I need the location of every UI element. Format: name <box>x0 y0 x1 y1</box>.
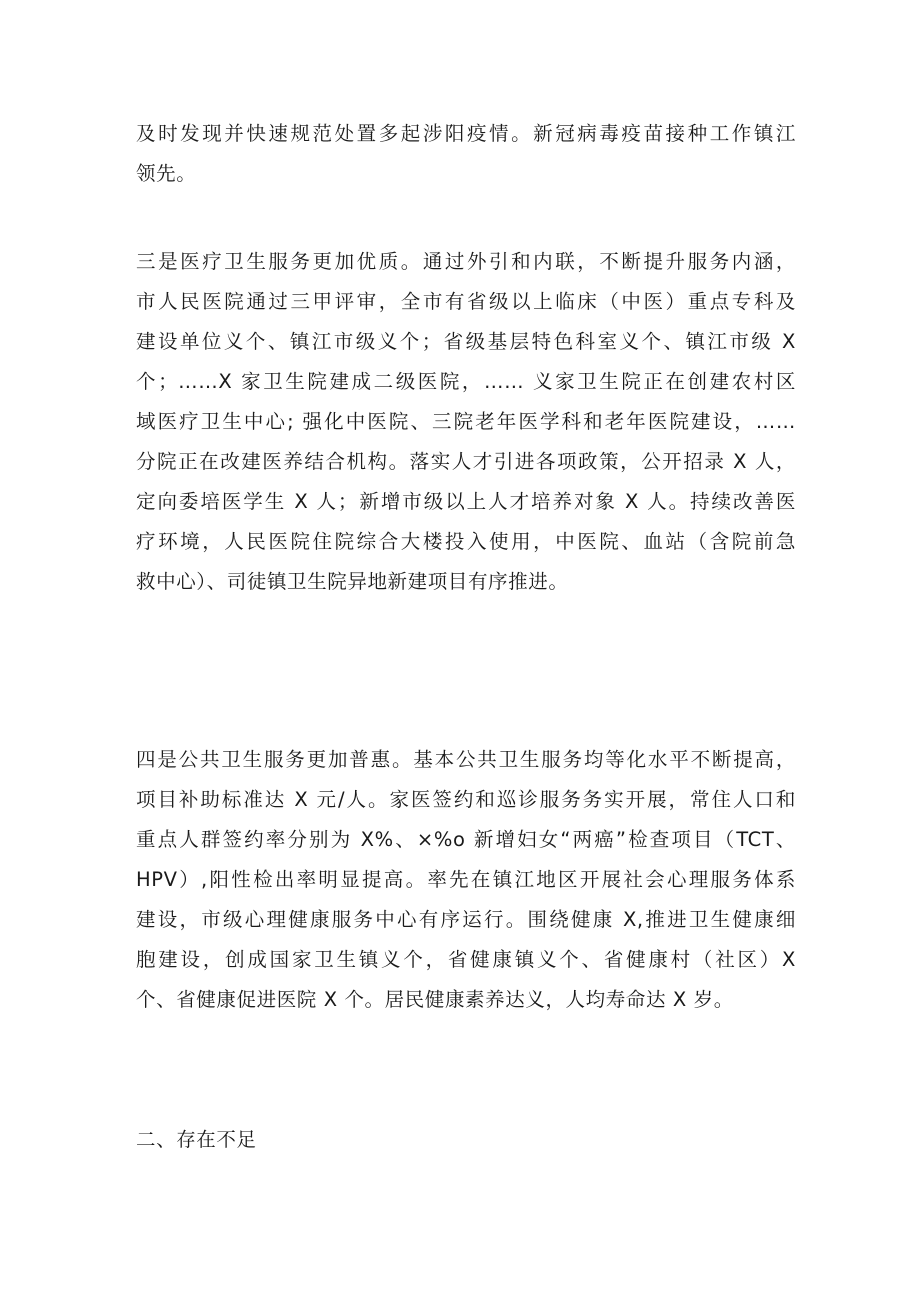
paragraph-epidemic <box>136 114 796 194</box>
text-line: 及时发现并快速规范处置多起涉阳疫情。新冠病毒疫苗接种工作镇江 <box>136 122 796 145</box>
text-line: 疗环境，人民医院住院综合大楼投入使用，中医院、血站（含院前急 <box>136 530 796 553</box>
text-line: 个、省健康促进医院 X 个。居民健康素养达义，人均寿命达 X 岁。 <box>136 988 734 1011</box>
section-heading: 二、存在不足 <box>136 1128 257 1151</box>
paragraph-medical-services <box>136 242 796 602</box>
text-line: 重点人群签约率分别为 X%、×%o 新增妇女“两癌”检查项目（TCT、 <box>136 828 796 851</box>
text-line: HPV）,阳性检出率明显提高。率先在镇江地区开展社会心理服务体系 <box>136 868 796 891</box>
text-line: 建设，市级心理健康服务中心有序运行。围绕健康 X,推进卫生健康细 <box>136 908 796 931</box>
text-line: 胞建设，创成国家卫生镇义个，省健康镇义个、省健康村（社区）X <box>136 948 796 971</box>
paragraph-public-health <box>136 740 796 1020</box>
text-line: 三是医疗卫生服务更加优质。通过外引和内联，不断提升服务内涵， <box>136 250 796 273</box>
text-line: 域医疗卫生中心; 强化中医院、三院老年医学科和老年医院建设，…… <box>136 410 796 433</box>
text-line: 四是公共卫生服务更加普惠。基本公共卫生服务均等化水平不断提高， <box>136 748 796 771</box>
text-line: 领先。 <box>136 162 197 185</box>
text-line: 市人民医院通过三甲评审，全市有省级以上临床（中医）重点专科及 <box>136 290 796 313</box>
text-line: 分院正在改建医养结合机构。落实人才引进各项政策，公开招录 X 人， <box>136 450 796 473</box>
text-line: 个；……X 家卫生院建成二级医院，…… 义家卫生院正在创建农村区 <box>136 370 796 393</box>
text-line: 定向委培医学生 X 人；新增市级以上人才培养对象 X 人。持续改善医 <box>136 490 796 513</box>
text-line: 建设单位义个、镇江市级义个；省级基层特色科室义个、镇江市级 X <box>136 330 796 353</box>
text-line: 救中心）、司徒镇卫生院异地新建项目有序推进。 <box>136 570 569 593</box>
text-line: 项目补助标准达 X 元/人。家医签约和巡诊服务务实开展，常住人口和 <box>136 788 796 811</box>
